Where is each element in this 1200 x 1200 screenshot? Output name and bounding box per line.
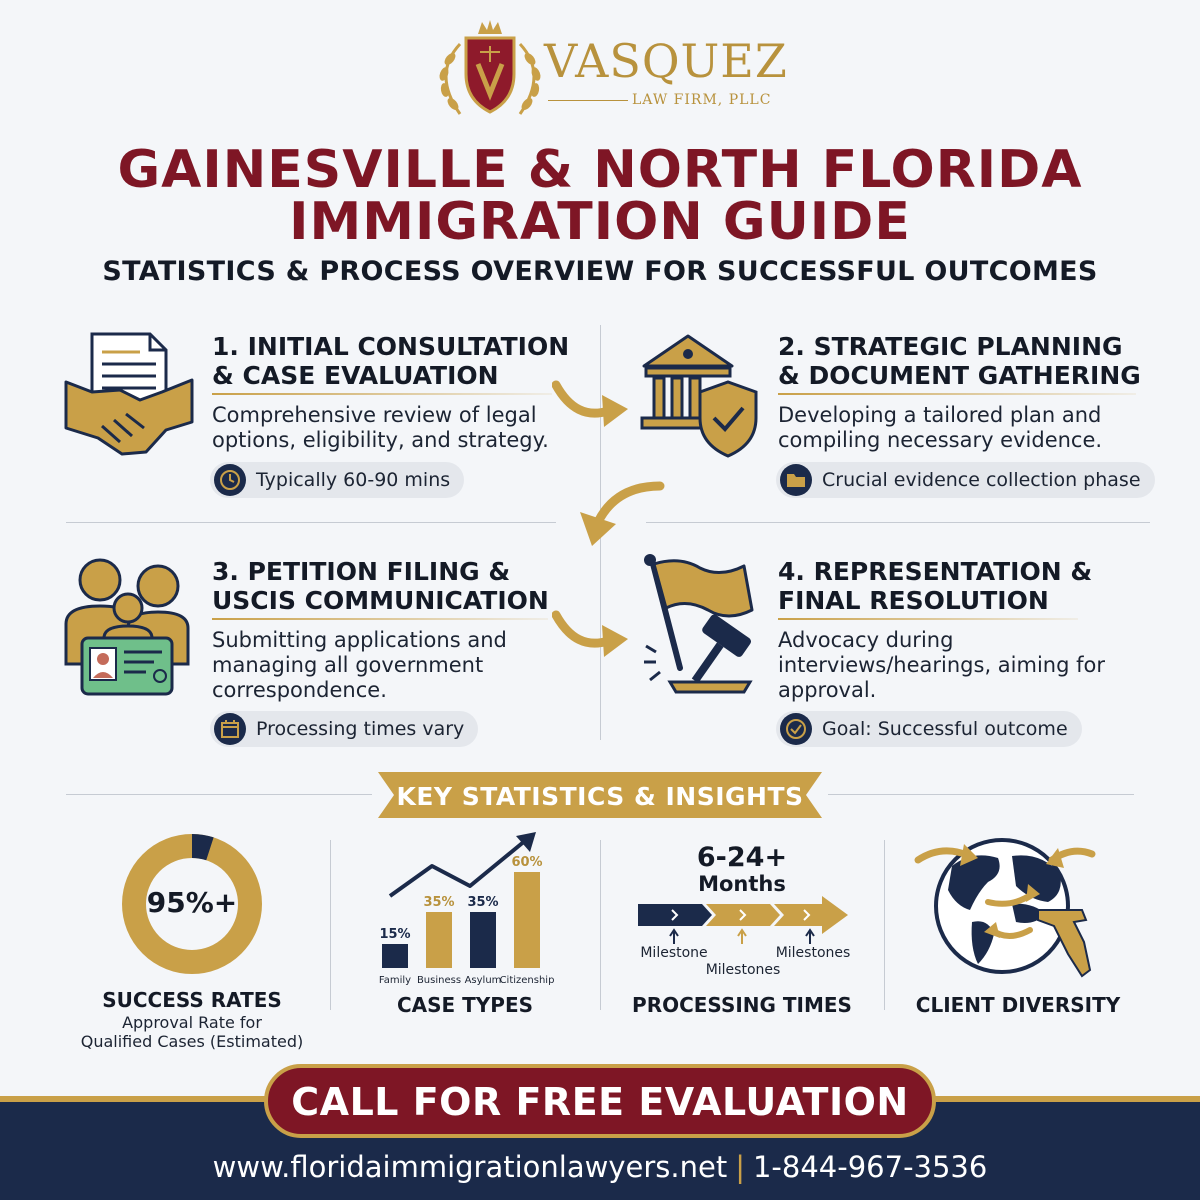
bar-family <box>382 944 408 968</box>
step1-title-line1: 1. INITIAL CONSULTATION <box>212 332 570 361</box>
step4-title-line2: FINAL RESOLUTION <box>778 586 1049 615</box>
success-rate-value: 95%+ <box>146 886 238 919</box>
trend-line <box>390 840 526 896</box>
phone-link[interactable]: 1-844-967-3536 <box>752 1150 988 1184</box>
step3-timing-badge <box>210 711 478 747</box>
processing-time-value: 6-24+ <box>696 842 788 873</box>
stats-rule-left <box>66 794 372 795</box>
step3-desc-line2: managing all government <box>212 653 484 677</box>
step2-rule <box>778 393 1136 395</box>
step1-duration-badge <box>210 462 464 498</box>
calendar-icon <box>214 713 246 745</box>
flag-gavel-icon <box>640 552 766 698</box>
step1-desc-line2: options, eligibility, and strategy. <box>212 428 549 452</box>
step4-title-line1: 4. REPRESENTATION & <box>778 557 1093 586</box>
flow-arrow-down-left-icon <box>566 478 666 550</box>
family-id-card-icon <box>62 552 192 698</box>
client-diversity-label: CLIENT DIVERSITY <box>915 993 1121 1017</box>
processing-times-label: PROCESSING TIMES <box>632 993 852 1017</box>
brand-subtitle: LAW FIRM, PLLC <box>632 92 772 108</box>
step3-title-line2: USCIS COMMUNICATION <box>212 586 549 615</box>
success-rate-label: SUCCESS RATES <box>102 988 282 1012</box>
step2-title-line2: & DOCUMENT GATHERING <box>778 361 1141 390</box>
case-types-chart <box>366 826 566 988</box>
milestone-label-1: Milestone <box>640 945 708 961</box>
steps-divider-right <box>646 522 1150 523</box>
bar-category-label: Business <box>416 975 462 986</box>
page-subtitle: STATISTICS & PROCESS OVERVIEW FOR SUCCESSFUL OUTCOMES <box>102 256 1098 287</box>
step1-rule <box>212 393 552 395</box>
milestone-label-3: Milestones <box>775 945 851 961</box>
milestone-label-2: Milestones <box>705 962 781 978</box>
step2-phase-text: Crucial evidence collection phase <box>822 469 1141 491</box>
check-circle-icon <box>780 713 812 745</box>
brand-rule <box>548 100 628 101</box>
step3-desc-line3: correspondence. <box>212 678 387 702</box>
bar-value-label: 35% <box>467 895 499 910</box>
step2-title-line1: 2. STRATEGIC PLANNING <box>778 332 1123 361</box>
stats-rule-right <box>828 794 1134 795</box>
stats-divider-1 <box>330 840 331 1010</box>
bar-value-label: 60% <box>511 855 543 870</box>
case-types-label: CASE TYPES <box>396 993 534 1017</box>
bar-category-label: Family <box>378 975 412 986</box>
step1-title-line2: & CASE EVALUATION <box>212 361 499 390</box>
bar-category-label: Asylum <box>464 975 502 986</box>
processing-time-unit: Months <box>698 872 786 896</box>
flow-arrow-right-icon <box>552 605 632 667</box>
stats-banner-text: KEY STATISTICS & INSIGHTS <box>396 782 804 811</box>
contact-separator: | <box>735 1150 745 1184</box>
page-title-line2: IMMIGRATION GUIDE <box>289 192 911 252</box>
step3-desc-line1: Submitting applications and <box>212 628 507 652</box>
free-evaluation-button-label[interactable]: CALL FOR FREE EVALUATION <box>291 1080 909 1124</box>
step2-desc-line1: Developing a tailored plan and <box>778 403 1102 427</box>
step3-timing-text: Processing times vary <box>256 718 465 740</box>
step4-desc-line2: interviews/hearings, aiming for <box>778 653 1105 677</box>
step2-desc-line2: compiling necessary evidence. <box>778 428 1103 452</box>
step3-rule <box>212 618 548 620</box>
steps-divider-left <box>66 522 556 523</box>
bar-citizenship <box>514 872 540 968</box>
step4-goal-badge <box>776 711 1082 747</box>
milestone-markers <box>664 926 824 946</box>
step3-title-line1: 3. PETITION FILING & <box>212 557 511 586</box>
bar-value-label: 15% <box>379 927 411 942</box>
step2-phase-badge <box>776 462 1155 498</box>
step4-rule <box>778 618 1078 620</box>
courthouse-shield-icon <box>640 330 762 460</box>
success-rate-note-line1: Approval Rate for <box>122 1013 262 1032</box>
bar-business <box>426 912 452 968</box>
flow-arrow-right-icon <box>552 375 632 435</box>
handshake-document-icon <box>62 330 197 460</box>
bar-value-label: 35% <box>423 895 455 910</box>
website-link[interactable]: www.floridaimmigrationlawyers.net <box>212 1150 728 1184</box>
stats-divider-3 <box>884 840 885 1010</box>
folder-icon <box>780 464 812 496</box>
step1-desc-line1: Comprehensive review of legal <box>212 403 537 427</box>
step4-desc-line1: Advocacy during <box>778 628 954 652</box>
step4-goal-text: Goal: Successful outcome <box>822 718 1068 740</box>
success-rate-note-line2: Qualified Cases (Estimated) <box>80 1032 304 1051</box>
step4-desc-line3: approval. <box>778 678 877 702</box>
bar-asylum <box>470 912 496 968</box>
stats-divider-2 <box>600 840 601 1010</box>
bar-category-label: Citizenship <box>499 975 555 986</box>
page-title-line1: GAINESVILLE & NORTH FLORIDA <box>117 140 1083 200</box>
brand-name: VASQUEZ <box>544 34 788 88</box>
clock-icon <box>214 464 246 496</box>
contact-line <box>0 1150 1200 1184</box>
globe-florida-icon <box>912 830 1102 980</box>
step1-duration-text: Typically 60-90 mins <box>256 469 451 491</box>
